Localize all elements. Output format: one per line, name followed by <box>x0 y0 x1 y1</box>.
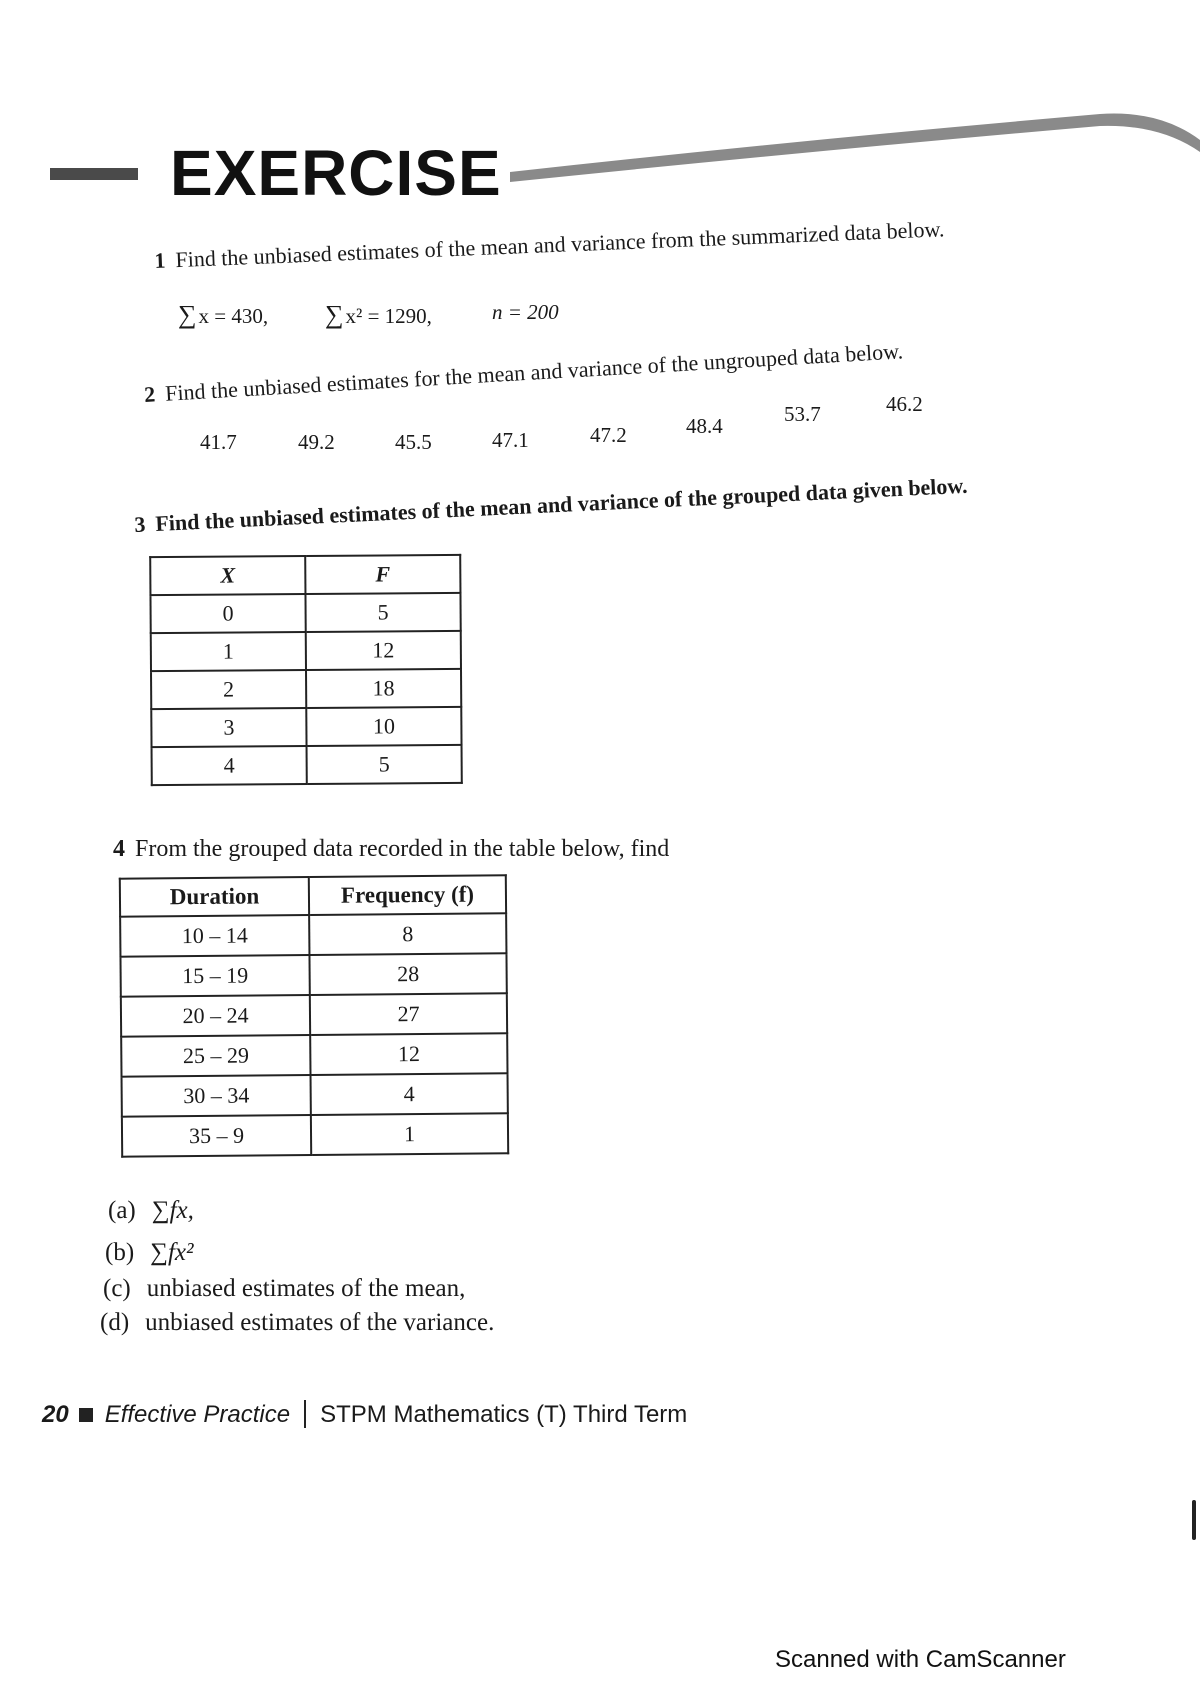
table-row <box>122 1073 508 1116</box>
table-cell: 10 <box>306 707 461 746</box>
scanner-watermark: Scanned with CamScanner <box>775 1646 1066 1673</box>
page-footer <box>42 1400 687 1429</box>
table-cell: 30 – 34 <box>122 1075 311 1117</box>
q2-value: 41.7 <box>200 430 237 454</box>
table-cell: 12 <box>306 631 461 670</box>
table-row <box>120 913 506 956</box>
table-row <box>121 1033 507 1076</box>
table-row <box>151 707 461 747</box>
table-row <box>152 745 462 785</box>
column-header: X <box>150 556 305 595</box>
question-4: 4 From the grouped data recorded in the table below, find <box>113 836 670 862</box>
q2-value: 53.7 <box>784 402 821 426</box>
q1-n: n = 200 <box>492 300 559 324</box>
question-4-part <box>103 1275 465 1303</box>
part-text: unbiased estimates of the variance. <box>145 1309 495 1336</box>
question-1: 1 Find the unbiased estimates of the mean and variance from the summarized data below. <box>153 216 945 274</box>
table-cell: 15 – 19 <box>120 955 309 997</box>
table-row <box>150 593 460 633</box>
question-4-part <box>100 1309 494 1337</box>
column-header: Frequency (f) <box>309 875 506 915</box>
q2-value: 48.4 <box>686 414 723 438</box>
part-label: (a) <box>108 1197 136 1224</box>
table-cell: 25 – 29 <box>121 1035 310 1077</box>
question-4-part <box>105 1239 194 1267</box>
table-cell: 20 – 24 <box>121 995 310 1037</box>
q2-value: 47.1 <box>492 428 529 452</box>
table-cell: 5 <box>305 593 460 632</box>
table-cell: 18 <box>306 669 461 708</box>
question-3-text: Find the unbiased estimates of the mean and variance of the grouped data given below. <box>154 472 969 537</box>
column-header: F <box>305 555 460 594</box>
subject-title: STPM Mathematics (T) Third Term <box>320 1401 688 1428</box>
table-cell: 28 <box>310 953 507 995</box>
table-row <box>151 669 461 709</box>
square-bullet-icon <box>79 1408 93 1422</box>
scan-edge-mark <box>1192 1500 1196 1540</box>
q2-value: 47.2 <box>590 423 627 447</box>
table-cell: 1 <box>311 1113 508 1155</box>
table-cell: 27 <box>310 993 507 1035</box>
part-label: (b) <box>105 1239 135 1266</box>
q2-value: 45.5 <box>395 430 432 454</box>
table-cell: 4 <box>311 1073 508 1115</box>
table-row <box>121 993 507 1036</box>
question-4-part <box>108 1197 194 1225</box>
header-swoosh <box>500 100 1200 200</box>
table-header-row <box>120 875 506 916</box>
question-2-text: Find the unbiased estimates for the mean and variance of the ungrouped data below. <box>164 338 904 406</box>
table-cell: 4 <box>152 746 307 785</box>
table-cell: 2 <box>151 670 306 709</box>
table-cell: 0 <box>150 594 305 633</box>
table-cell: 5 <box>307 745 462 784</box>
q2-value: 49.2 <box>298 430 335 454</box>
table-row <box>122 1113 508 1156</box>
q4-table <box>119 874 509 1157</box>
sigma-icon: ∑ <box>325 300 344 329</box>
exercise-title: EXERCISE <box>170 137 502 209</box>
question-2: 2 Find the unbiased estimates for the mean and variance of the ungrouped data below. <box>143 338 904 408</box>
q3-table <box>149 554 463 786</box>
q1-sum-x: ∑x = 430, <box>178 300 269 329</box>
column-header: Duration <box>120 877 309 917</box>
table-cell: 8 <box>309 913 506 955</box>
book-title: Effective Practice <box>104 1401 291 1428</box>
question-1-text: Find the unbiased estimates of the mean and variance from the summarized data below. <box>174 216 945 273</box>
table-header-row <box>150 555 460 595</box>
table-cell: 1 <box>151 632 306 671</box>
table-cell: 35 – 9 <box>122 1115 311 1157</box>
page-number: 20 <box>42 1401 69 1428</box>
question-4-text: From the grouped data recorded in the table below, find <box>135 836 670 862</box>
divider <box>304 1400 306 1428</box>
table-cell: 3 <box>151 708 306 747</box>
table-row <box>120 953 506 996</box>
q1-sum-x2: ∑x² = 1290, <box>325 300 432 329</box>
table-row <box>151 631 461 671</box>
header-bar <box>50 168 138 180</box>
table-cell: 12 <box>310 1033 507 1075</box>
q2-value: 46.2 <box>886 392 923 416</box>
part-label: (c) <box>103 1275 131 1302</box>
question-3: 3 Find the unbiased estimates of the mean and variance of the grouped data given below. <box>133 472 969 538</box>
part-label: (d) <box>100 1309 130 1336</box>
part-text: unbiased estimates of the mean, <box>146 1275 466 1302</box>
part-text: ∑fx, <box>151 1197 194 1224</box>
part-text: ∑fx² <box>150 1239 194 1266</box>
sigma-icon: ∑ <box>178 300 197 329</box>
table-cell: 10 – 14 <box>120 915 309 957</box>
